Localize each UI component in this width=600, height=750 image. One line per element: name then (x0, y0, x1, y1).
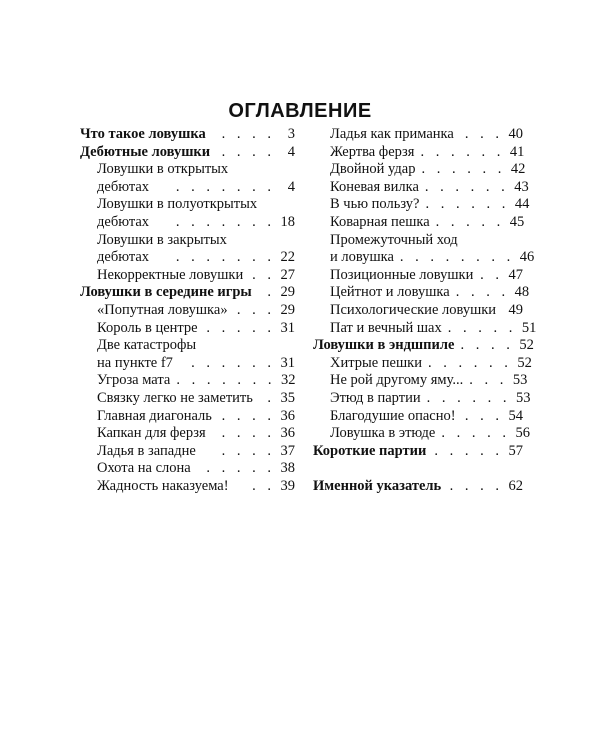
toc-entry (80, 284, 295, 302)
toc-entry (80, 196, 295, 214)
toc-leader-dots: . . . . . (441, 425, 510, 442)
toc-page-number: 45 (509, 213, 525, 230)
toc-entry-title: Ловушки в эндшпиле (313, 337, 455, 354)
toc-page-number: 3 (287, 126, 295, 142)
toc-page-number: 43 (514, 178, 529, 195)
toc-leader-dots: . . . . (221, 126, 275, 142)
toc-entry (313, 284, 530, 302)
toc-entry (80, 267, 295, 285)
toc-page-number: 32 (280, 372, 296, 389)
toc-entry-title: Что такое ловушка (80, 126, 206, 142)
toc-leader-dots: . . . . . (434, 442, 503, 459)
toc-entry-title: Ловушки в полуоткрытых (97, 196, 258, 213)
toc-entry (80, 460, 295, 478)
toc-page-number: 31 (280, 319, 295, 336)
toc-entry-title: Дебютные ловушки (80, 143, 211, 160)
toc-column-right (313, 126, 537, 495)
toc-entry (313, 443, 523, 461)
toc-leader-dots: . . . . . (435, 213, 505, 230)
toc-page-number: 40 (508, 126, 523, 142)
toc-page-number: 51 (521, 319, 537, 336)
toc-leader-dots: . . . . . . (427, 354, 512, 371)
toc-entry-title: Ладья как приманка (330, 126, 454, 142)
toc-entry (80, 161, 295, 179)
toc-page-number: 36 (280, 407, 295, 424)
toc-entry (80, 126, 295, 144)
toc-entry (313, 196, 530, 214)
toc-entry-title: дебютах (97, 213, 150, 230)
toc-leader-dots: . . (252, 266, 275, 283)
toc-entry (313, 337, 534, 355)
toc-leader-dots: . . . . (221, 442, 275, 459)
toc-entry (80, 144, 295, 162)
toc-leader-dots: . . . . . . (191, 354, 275, 371)
toc-entry-title: Промежуточный ход (330, 231, 458, 248)
toc-page-number: 4 (287, 178, 295, 195)
toc-leader-dots: . . . . . . (424, 178, 509, 195)
toc-leader-dots: . . . . . . (421, 161, 506, 178)
toc-entry-title: Не рой другому яму... (330, 372, 464, 389)
toc-entry-title: Ловушка в этюде (330, 425, 436, 442)
toc-entry (313, 302, 523, 320)
toc-leader-dots: . . . (469, 372, 508, 389)
toc-entry (313, 232, 523, 250)
toc-entry (313, 425, 530, 443)
toc-leader-dots: . . . . . . . . (399, 249, 515, 266)
toc-entry-title: Ловушки в середине игры (80, 284, 252, 301)
toc-leader-dots: . (267, 389, 275, 406)
toc-page-number: 35 (280, 389, 295, 406)
toc-page-number: 54 (508, 407, 523, 424)
toc-column-left (80, 126, 295, 495)
toc-entry-title: «Попутная ловушка» (97, 301, 228, 318)
toc-entry (80, 478, 295, 496)
toc-entry (313, 214, 523, 232)
toc-page-number: 38 (280, 460, 295, 477)
toc-leader-dots: . . . (464, 407, 503, 424)
toc-entry-title: Король в центре (97, 319, 198, 336)
page-title: ОГЛАВЛЕНИЕ (228, 100, 372, 122)
toc-entry (313, 178, 529, 197)
toc-entry-title: и ловушка (330, 249, 394, 266)
toc-entry (313, 372, 528, 390)
toc-entry (80, 337, 295, 355)
toc-entry-title: на пункте f7 (97, 354, 173, 371)
toc-leader-dots: . . . . . . (426, 389, 511, 406)
toc-entry-title: Цейтнот и ловушка (330, 284, 450, 301)
toc-entry-title: Хитрые пешки (330, 354, 422, 371)
toc-page-number: 37 (280, 442, 295, 459)
toc-entry (313, 389, 531, 408)
toc-entry-title: Именной указатель (313, 477, 442, 494)
toc-page-number: 47 (508, 266, 523, 283)
toc-entry-title: Охота на слона (97, 460, 191, 477)
toc-page-number: 49 (508, 301, 523, 318)
toc-leader-dots: . . . . . . . (175, 178, 275, 195)
toc-leader-dots: . . (252, 477, 275, 494)
toc-entry (313, 267, 523, 285)
toc-leader-dots: . . . . (221, 143, 275, 160)
toc-page-number: 46 (519, 249, 535, 266)
toc-leader-dots: . . . . . . . (175, 249, 275, 266)
toc-page-number: 39 (280, 477, 295, 494)
toc-leader-dots: . . . . . . (425, 196, 510, 213)
toc-leader-dots: . . . (236, 301, 275, 318)
toc-entry (313, 126, 523, 144)
toc-entry (80, 425, 295, 443)
toc-entry-title: Этюд в партии (330, 389, 421, 406)
toc-leader-dots: . . . . (460, 337, 514, 354)
toc-entry (313, 478, 523, 496)
toc-page-number: 41 (509, 143, 525, 160)
toc-page-number: 36 (280, 425, 295, 442)
toc-leader-dots: . . . . (221, 407, 275, 424)
toc-page-number: 52 (517, 354, 532, 371)
toc-page-number: 4 (287, 143, 295, 160)
toc-leader-dots: . . . . (221, 425, 275, 442)
toc-entry (80, 320, 295, 338)
toc-entry-title: Пат и вечный шах (330, 319, 442, 336)
toc-entry (313, 144, 523, 162)
toc-page-number: 29 (280, 301, 295, 318)
toc-page-number: 48 (514, 284, 530, 301)
toc-entry-title: дебютах (97, 178, 150, 195)
toc-leader-dots: . . (480, 266, 503, 283)
toc-entry (80, 232, 295, 250)
toc-entry-title: Жадность наказуема! (97, 477, 229, 494)
toc-entry (80, 214, 295, 232)
toc-entry-title: дебютах (97, 249, 150, 266)
toc-page-number: 22 (280, 249, 295, 266)
toc-entry-title: Ловушки в открытых (97, 161, 229, 178)
toc-entry-title: Коварная пешка (330, 213, 430, 230)
toc-leader-dots: . . . . . . (420, 143, 505, 160)
toc-entry-title: Связку легко не заметить (97, 389, 253, 406)
toc-entry (313, 161, 526, 179)
toc-entry-title: Главная диагональ (97, 407, 212, 424)
toc-page-number: 53 (512, 372, 528, 389)
toc-entry-title: Ладья в западне (97, 442, 196, 459)
toc-entry-title: Капкан для ферзя (97, 425, 206, 442)
toc-entry (80, 249, 295, 267)
toc-page-number: 57 (508, 442, 523, 459)
toc-leader-dots: . . . . (449, 477, 503, 494)
toc-entry (313, 354, 532, 373)
toc-page-number: 31 (280, 354, 295, 371)
toc-page-number: 18 (280, 213, 295, 230)
toc-entry (80, 355, 295, 373)
toc-entry-title: Некорректные ловушки (97, 266, 244, 283)
toc-entry (80, 443, 295, 461)
toc-leader-dots: . (267, 284, 275, 301)
toc-entry (80, 179, 295, 197)
toc-entry-title: Позиционные ловушки (330, 266, 474, 283)
toc-leader-dots: . . . (464, 126, 503, 142)
toc-entry-title: Психологические ловушки (330, 301, 497, 318)
toc-entry-title: Угроза мата (97, 372, 171, 389)
toc-leader-dots: . . . . . . . (175, 213, 275, 230)
toc-entry (313, 408, 523, 426)
toc-spacer (313, 460, 523, 478)
toc-page-number: 42 (510, 161, 526, 178)
toc-entry-title: Ловушки в закрытых (97, 231, 227, 248)
toc-leader-dots: . . . . . (447, 319, 517, 336)
toc-entry (80, 372, 295, 390)
toc-page-number: 62 (508, 477, 523, 494)
toc-entry (313, 319, 537, 338)
toc-page-number: 56 (515, 425, 530, 442)
toc-entry (313, 249, 535, 267)
toc-leader-dots: . . . . (455, 284, 510, 301)
toc-entry (80, 408, 295, 426)
toc-entry-title: Благодушие опасно! (330, 407, 456, 424)
toc-entry (80, 302, 295, 320)
toc-entry-title: В чью пользу? (330, 196, 420, 213)
toc-entry-title: Двойной удар (330, 161, 416, 178)
toc-entry-title: Короткие партии (313, 442, 427, 459)
toc-entry-title: Две катастрофы (97, 337, 197, 354)
toc-page-number: 27 (280, 266, 295, 283)
toc-entry-title: Жертва ферзя (330, 143, 415, 160)
toc-leader-dots: . . . . . . . (176, 372, 276, 389)
toc-page-number: 44 (514, 196, 530, 213)
toc-entry (80, 390, 295, 408)
toc-page-number: 53 (515, 389, 531, 406)
toc-leader-dots: . . . . . (206, 319, 275, 336)
toc-leader-dots: . . . . . (206, 460, 275, 477)
toc-entry-title: Коневая вилка (330, 178, 419, 195)
toc-page-number: 29 (280, 284, 295, 301)
toc-page-number: 52 (519, 337, 534, 354)
